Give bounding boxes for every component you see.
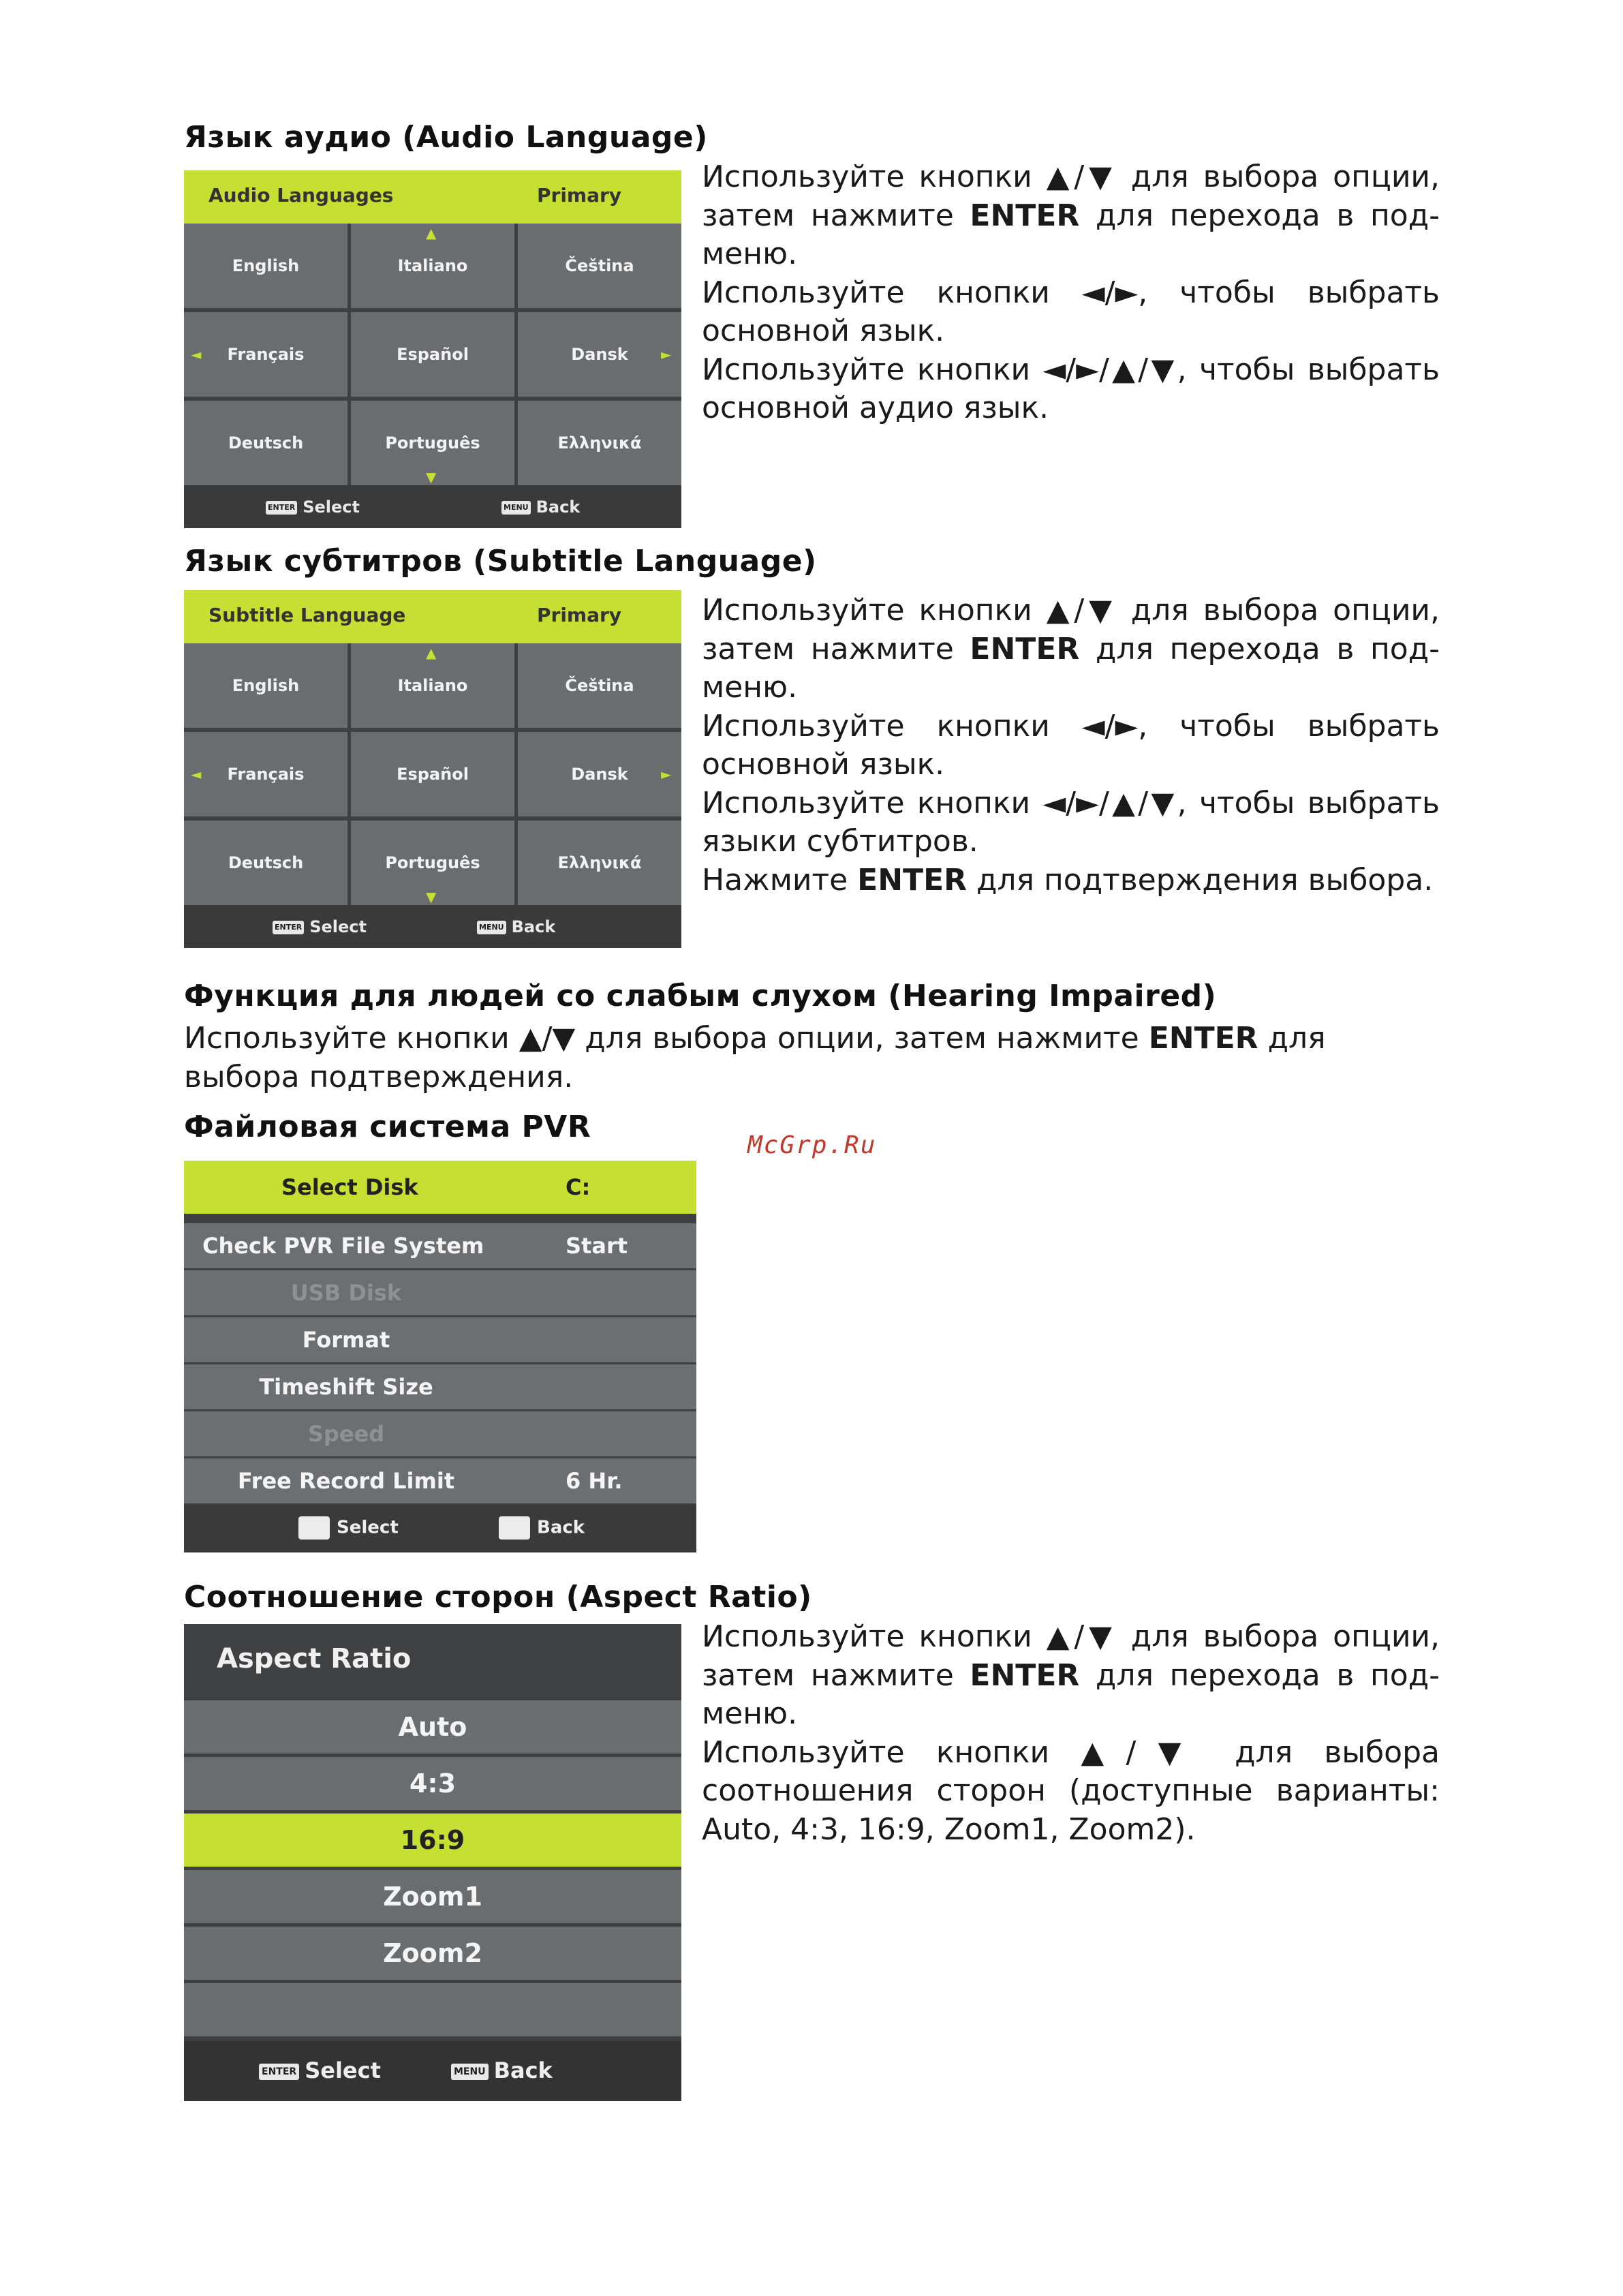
back-hint[interactable]: MENU Back [451, 2057, 553, 2083]
menu-key-icon: MENU [451, 2064, 489, 2080]
language-option[interactable]: Italiano [351, 224, 514, 308]
language-option[interactable]: Français [184, 312, 347, 397]
menu-key-icon: MENU [501, 501, 531, 515]
language-option[interactable]: Dansk [518, 312, 681, 397]
language-option[interactable]: English [184, 224, 347, 308]
language-option[interactable]: Ελληνικά [518, 401, 681, 485]
language-option[interactable]: Deutsch [184, 401, 347, 485]
paragraph: Используйте кнопки ◄/►/▲/▼, чтобы выбрать основной аудио язык. [702, 352, 1440, 425]
menu-header [184, 1624, 681, 1696]
arrow-up-icon[interactable]: ▲ [426, 225, 437, 241]
aspect-option-4-3[interactable]: 4:3 [184, 1757, 681, 1810]
speed-row: Speed [184, 1411, 696, 1456]
language-option[interactable]: Dansk [518, 732, 681, 816]
paragraph: Используйте кнопки ▲/▼ для выбора опции, затем нажмите ENTER для перехода в под-меню. [702, 593, 1440, 705]
arrow-up-icon[interactable]: ▲ [426, 645, 437, 661]
language-option[interactable]: Ελληνικά [518, 821, 681, 905]
paragraph: Нажмите ENTER для подтверждения выбора. [702, 862, 1434, 898]
aspect-ratio-heading: Соотношение сторон (Aspect Ratio) [184, 1580, 812, 1614]
menu-footer [184, 485, 681, 528]
back-hint[interactable]: MENU Back [501, 498, 580, 517]
enter-key-icon: ENTER [259, 2064, 299, 2080]
pvr-heading: Файловая система PVR [184, 1109, 591, 1144]
menu-title: Aspect Ratio [217, 1643, 412, 1674]
pvr-footer [184, 1505, 696, 1552]
language-grid [184, 224, 681, 485]
audio-language-menu [184, 170, 681, 528]
audio-language-description [702, 158, 1440, 428]
hearing-impaired-heading: Функция для людей со слабым слухом (Hearing Impaired) [184, 979, 1217, 1013]
aspect-option-empty [184, 1983, 681, 2036]
paragraph: Используйте кнопки ▲/▼ для выбора опции, затем нажмите ENTER для перехода в под-меню. [702, 159, 1440, 271]
menu-header [184, 170, 681, 224]
arrow-left-icon[interactable]: ◄ [191, 766, 202, 782]
aspect-ratio-menu [184, 1624, 681, 2101]
paragraph: Используйте кнопки ▲/▼ для выбора соотношения сторон (доступные варианты: Auto, 4:3, 16:9, Zoom1, Zoom2). [702, 1734, 1440, 1847]
select-hint[interactable]: ENTER Select [259, 2057, 381, 2083]
paragraph: Используйте кнопки ▲/▼ для выбора опции, затем нажмите ENTER для перехода в под-меню. [702, 1619, 1440, 1731]
arrow-right-icon[interactable]: ► [661, 766, 672, 782]
pvr-menu [184, 1161, 696, 1552]
subtitle-language-heading: Язык субтитров (Subtitle Language) [184, 544, 817, 579]
back-hint[interactable]: Back [499, 1516, 585, 1540]
audio-language-heading: Язык аудио (Audio Language) [184, 120, 708, 155]
select-disk-row[interactable]: Select Disk C: [184, 1161, 696, 1214]
back-key-icon [499, 1516, 530, 1540]
menu-footer [184, 2041, 681, 2101]
subtitle-language-menu [184, 590, 681, 948]
select-hint[interactable]: Select [298, 1516, 399, 1540]
paragraph: Используйте кнопки ◄/►, чтобы выбрать основной язык. [702, 708, 1440, 782]
aspect-option-16-9[interactable]: 16:9 [184, 1813, 681, 1867]
arrow-left-icon[interactable]: ◄ [191, 346, 202, 363]
language-option[interactable]: Deutsch [184, 821, 347, 905]
free-record-limit-row[interactable]: Free Record Limit 6 Hr. [184, 1458, 696, 1503]
language-option[interactable]: Español [351, 732, 514, 816]
format-row[interactable]: Format [184, 1317, 696, 1362]
aspect-option-zoom1[interactable]: Zoom1 [184, 1870, 681, 1923]
arrow-right-icon[interactable]: ► [661, 346, 672, 363]
enter-key-icon: ENTER [266, 501, 297, 515]
language-option[interactable]: English [184, 643, 347, 728]
paragraph: Используйте кнопки ◄/►/▲/▼, чтобы выбрать языки субтитров. [702, 785, 1440, 859]
watermark: McGrp.Ru [747, 1131, 877, 1159]
menu-title: Audio Languages [208, 184, 394, 206]
enter-key-icon: ENTER [273, 921, 304, 934]
menu-key-icon: MENU [477, 921, 506, 934]
menu-mode: Primary [537, 604, 622, 626]
select-hint[interactable]: ENTER Select [266, 498, 360, 517]
language-option[interactable]: Português [351, 401, 514, 485]
language-option[interactable]: Čeština [518, 643, 681, 728]
language-option[interactable]: Italiano [351, 643, 514, 728]
menu-mode: Primary [537, 184, 622, 206]
aspect-option-auto[interactable]: Auto [184, 1700, 681, 1754]
language-option[interactable]: Français [184, 732, 347, 816]
back-hint[interactable]: MENU Back [477, 917, 555, 936]
select-key-icon [298, 1516, 330, 1540]
arrow-down-icon[interactable]: ▼ [426, 889, 437, 905]
select-hint[interactable]: ENTER Select [273, 917, 367, 936]
menu-header [184, 590, 681, 643]
language-option[interactable]: Português [351, 821, 514, 905]
hearing-impaired-text: Используйте кнопки ▲/▼ для выбора опции, затем нажмите ENTER для выбора подтверждения. [184, 1021, 1326, 1095]
arrow-down-icon[interactable]: ▼ [426, 469, 437, 485]
language-option[interactable]: Čeština [518, 224, 681, 308]
timeshift-size-row[interactable]: Timeshift Size [184, 1364, 696, 1409]
paragraph: Используйте кнопки ◄/►, чтобы выбрать основной язык. [702, 275, 1440, 348]
aspect-option-zoom2[interactable]: Zoom2 [184, 1927, 681, 1980]
subtitle-language-description [702, 592, 1440, 900]
language-grid [184, 643, 681, 905]
check-pvr-row[interactable]: Check PVR File System Start [184, 1223, 696, 1268]
menu-title: Subtitle Language [208, 604, 406, 626]
language-option[interactable]: Español [351, 312, 514, 397]
aspect-ratio-description [702, 1618, 1440, 1849]
menu-footer [184, 905, 681, 948]
usb-disk-row: USB Disk [184, 1270, 696, 1315]
